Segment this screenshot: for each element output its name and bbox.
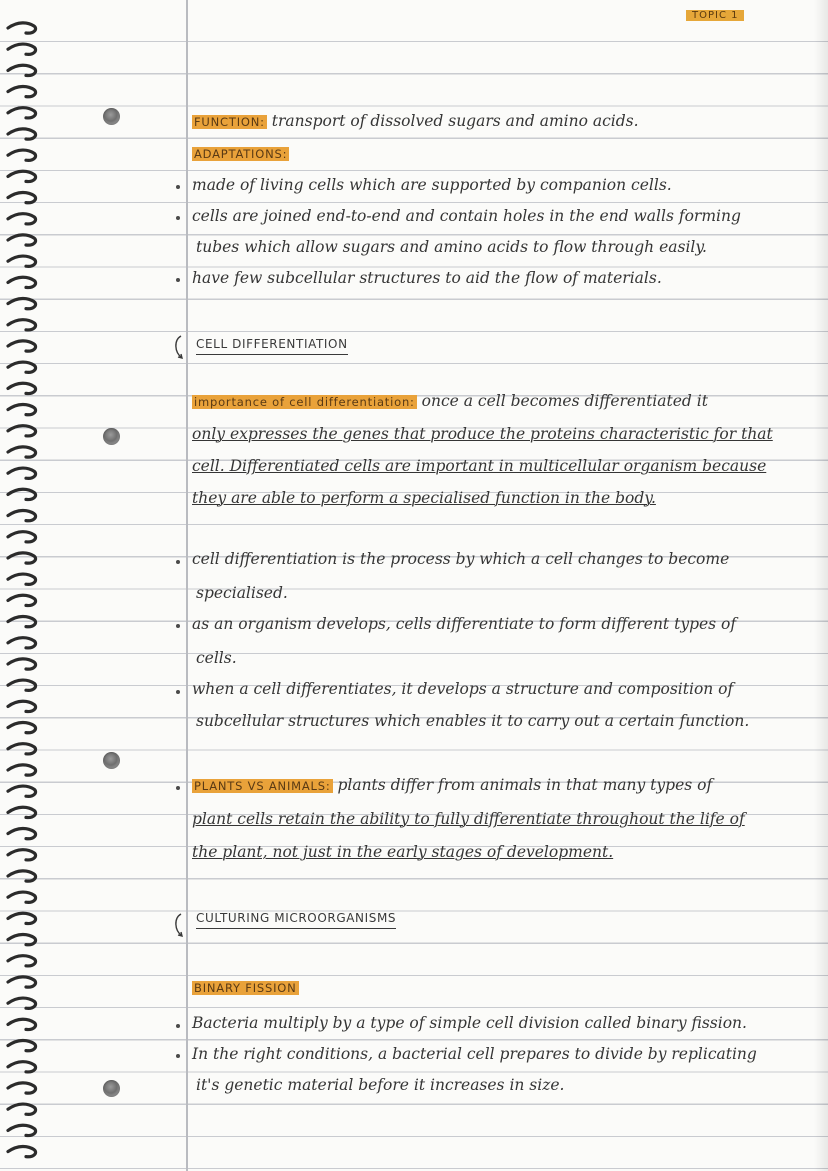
function-text: transport of dissolved sugars and amino acids.: [271, 112, 639, 130]
spiral-coil: [8, 214, 36, 224]
heading-cell-differentiation: CELL DIFFERENTIATION: [196, 334, 348, 355]
bullet-icon: [176, 1024, 180, 1028]
spiral-coil: [8, 1019, 36, 1029]
differentiation-item-continued: subcellular structures which enables it to carry out a certain function.: [196, 712, 750, 730]
plants-line: plant cells retain the ability to fully differentiate throughout the life of: [192, 810, 745, 828]
spiral-coil: [8, 383, 36, 393]
fission-item: Bacteria multiply by a type of simple cell division called binary fission.: [192, 1014, 747, 1032]
bullet-icon: [176, 690, 180, 694]
differentiation-item: as an organism develops, cells differentiate to form different types of: [192, 615, 737, 633]
spiral-coil: [8, 129, 36, 139]
importance-line: [192, 388, 792, 414]
spiral-coil: [8, 638, 36, 648]
spiral-coil: [8, 1083, 36, 1093]
spiral-coil: [8, 850, 36, 860]
spiral-coil: [8, 108, 36, 118]
punch-hole-icon: [103, 1080, 120, 1097]
bullet-icon: [176, 185, 180, 189]
bullet-icon: [176, 216, 180, 220]
binary-fission-line: [192, 974, 792, 1000]
adaptation-item-continued: tubes which allow sugars and amino acids to flow through easily.: [196, 238, 707, 256]
punch-hole-icon: [103, 752, 120, 769]
adaptation-item: have few subcellular structures to aid the flow of materials.: [192, 269, 662, 287]
spiral-coil: [8, 574, 36, 584]
page-edge-shadow: [814, 0, 828, 1171]
function-line: [192, 108, 792, 134]
spiral-coil: [8, 701, 36, 711]
spiral-coil: [8, 1062, 36, 1072]
bullet-icon: [176, 1054, 180, 1058]
differentiation-item-continued: specialised.: [196, 584, 288, 602]
spiral-coil: [8, 1040, 36, 1050]
spiral-coil: [8, 1104, 36, 1114]
adaptation-item: made of living cells which are supported by companion cells.: [192, 176, 672, 194]
spiral-coil: [8, 468, 36, 478]
spiral-coil: [8, 934, 36, 944]
spiral-coil: [8, 65, 36, 75]
spiral-coil: [8, 616, 36, 626]
spiral-coil: [8, 722, 36, 732]
spiral-coil: [8, 913, 36, 923]
function-label: FUNCTION:: [194, 115, 265, 129]
spiral-coil: [8, 510, 36, 520]
spiral-coil: [8, 44, 36, 54]
spiral-coil: [8, 659, 36, 669]
spiral-coil: [8, 256, 36, 266]
spiral-coil: [8, 171, 36, 181]
importance-text: once a cell becomes differentiated it: [421, 392, 708, 410]
importance-line: they are able to perform a specialised function in the body.: [192, 489, 656, 507]
plants-line: the plant, not just in the early stages of development.: [192, 843, 614, 861]
bullet-icon: [176, 560, 180, 564]
spiral-coil: [8, 1146, 36, 1156]
adaptations-line: [192, 140, 792, 166]
spiral-coil: [8, 277, 36, 287]
spiral-coil: [8, 807, 36, 817]
spiral-coil: [8, 892, 36, 902]
topic-tag: TOPIC 1: [686, 10, 744, 21]
spiral-coil: [8, 956, 36, 966]
spiral-coil: [8, 426, 36, 436]
spiral-coil: [8, 553, 36, 563]
spiral-coil: [8, 977, 36, 987]
spiral-coil: [8, 404, 36, 414]
spiral-coil: [8, 1125, 36, 1135]
spiral-coil: [8, 786, 36, 796]
fission-item-continued: it's genetic material before it increases in size.: [196, 1076, 565, 1094]
importance-line: only expresses the genes that produce the proteins characteristic for that: [192, 425, 773, 443]
differentiation-item-continued: cells.: [196, 649, 237, 667]
spiral-coil: [8, 341, 36, 351]
adaptations-label: ADAPTATIONS:: [194, 147, 288, 161]
binary-fission-label: BINARY FISSION: [194, 981, 297, 995]
spiral-coil: [8, 192, 36, 202]
spiral-coil: [8, 23, 36, 33]
spiral-binding: [4, 0, 42, 1171]
spiral-coil: [8, 532, 36, 542]
differentiation-item: when a cell differentiates, it develops a structure and composition of: [192, 680, 734, 698]
spiral-coil: [8, 447, 36, 457]
curved-arrow-icon: [172, 912, 188, 940]
punch-hole-icon: [103, 108, 120, 125]
spiral-coil: [8, 998, 36, 1008]
bullet-icon: [176, 624, 180, 628]
spiral-coil: [8, 744, 36, 754]
bullet-icon: [176, 786, 180, 790]
fission-item: In the right conditions, a bacterial cell prepares to divide by replicating: [192, 1045, 757, 1063]
plants-label: PLANTS VS ANIMALS:: [194, 779, 331, 793]
punch-hole-icon: [103, 428, 120, 445]
plants-line: [192, 772, 792, 798]
spiral-coil: [8, 489, 36, 499]
spiral-coil: [8, 235, 36, 245]
curved-arrow-icon: [172, 334, 188, 362]
spiral-coil: [8, 320, 36, 330]
spiral-coil: [8, 871, 36, 881]
plants-text: plants differ from animals in that many types of: [337, 776, 713, 794]
spiral-coil: [8, 298, 36, 308]
spiral-coil: [8, 86, 36, 96]
margin-line: [186, 0, 188, 1171]
spiral-coil: [8, 362, 36, 372]
spiral-coil: [8, 150, 36, 160]
spiral-coil: [8, 828, 36, 838]
bullet-icon: [176, 278, 180, 282]
heading-culturing-microorganisms: CULTURING MICROORGANISMS: [196, 908, 396, 929]
spiral-coil: [8, 680, 36, 690]
spiral-coil: [8, 595, 36, 605]
spiral-coil: [8, 765, 36, 775]
adaptation-item: cells are joined end-to-end and contain holes in the end walls forming: [192, 207, 741, 225]
differentiation-item: cell differentiation is the process by which a cell changes to become: [192, 550, 730, 568]
importance-label: importance of cell differentiation:: [194, 395, 415, 409]
importance-line: cell. Differentiated cells are important in multicellular organism because: [192, 457, 767, 475]
